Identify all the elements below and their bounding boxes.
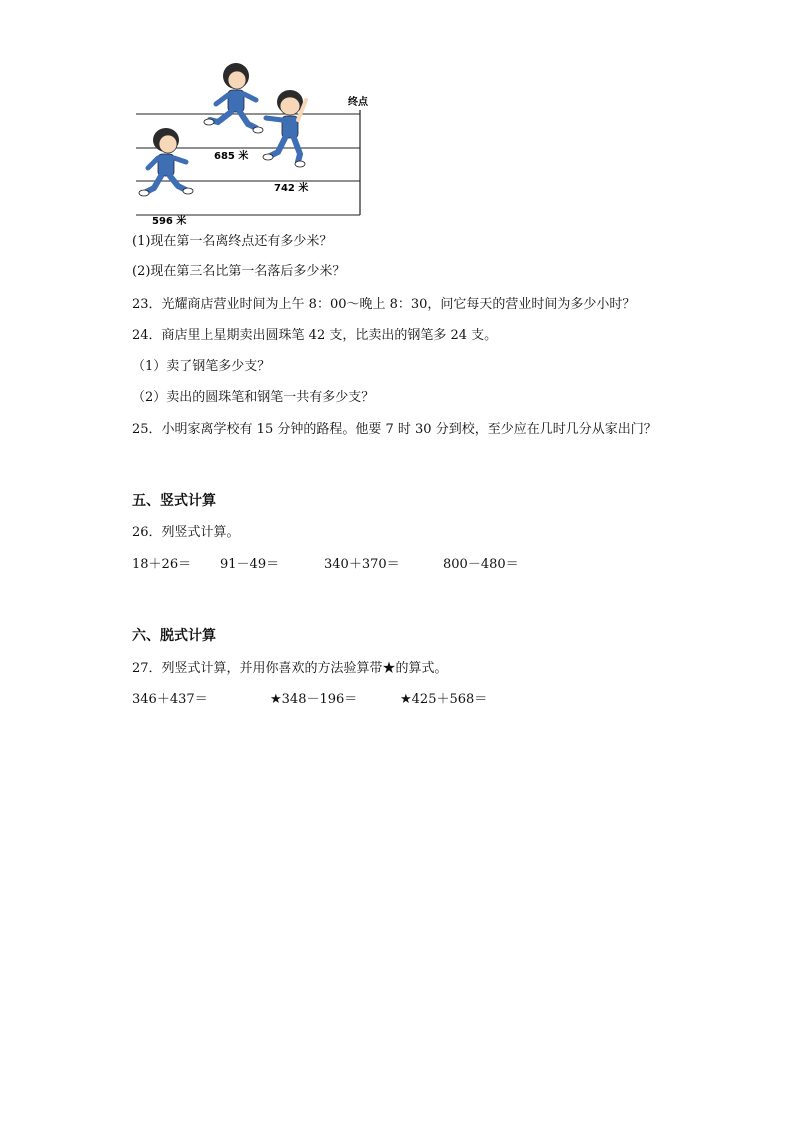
q24-part1: （1）卖了钢笔多少支？ xyxy=(132,359,271,374)
q27-text: 27．列竖式计算，并用你喜欢的方法验算带★的算式。 xyxy=(132,661,448,676)
expr-346-plus-437: 346＋437＝ xyxy=(132,692,208,707)
race-figure xyxy=(132,58,382,228)
expr-425-plus-568: ★425＋568＝ xyxy=(400,692,488,707)
runner-icon xyxy=(139,128,193,196)
distance-label-742: 742 米 xyxy=(274,183,309,194)
q23-text: 23．光耀商店营业时间为上午 8：00～晚上 8：30，问它每天的营业时间为多少小时？ xyxy=(132,297,636,312)
expr-18-plus-26: 18＋26＝ xyxy=(132,557,192,572)
q24-part2: （2）卖出的圆珠笔和钢笔一共有多少支？ xyxy=(132,390,375,405)
q24-stem: 24．商店里上星期卖出圆珠笔 42 支，比卖出的钢笔多 24 支。 xyxy=(132,328,498,343)
q22-part2: (2)现在第三名比第一名落后多少米？ xyxy=(132,264,346,279)
race-illustration xyxy=(132,58,382,228)
expr-91-minus-49: 91－49＝ xyxy=(220,557,280,572)
section6-heading: 六、脱式计算 xyxy=(132,628,216,644)
finish-label: 终点 xyxy=(348,97,368,108)
q25-text: 25．小明家离学校有 15 分钟的路程。他要 7 时 30 分到校，至少应在几时几分从家出门？ xyxy=(132,422,657,437)
distance-label-596: 596 米 xyxy=(152,216,187,227)
distance-label-685: 685 米 xyxy=(214,151,249,162)
expr-348-minus-196: ★348－196＝ xyxy=(270,692,358,707)
expr-800-minus-480: 800－480＝ xyxy=(443,557,519,572)
expr-340-plus-370: 340＋370＝ xyxy=(324,557,400,572)
q26-text: 26．列竖式计算。 xyxy=(132,525,240,540)
runner-icon xyxy=(263,90,306,167)
q22-part1: (1)现在第一名离终点还有多少米？ xyxy=(132,234,333,249)
section5-heading: 五、竖式计算 xyxy=(132,493,216,509)
runner-icon xyxy=(204,63,263,133)
